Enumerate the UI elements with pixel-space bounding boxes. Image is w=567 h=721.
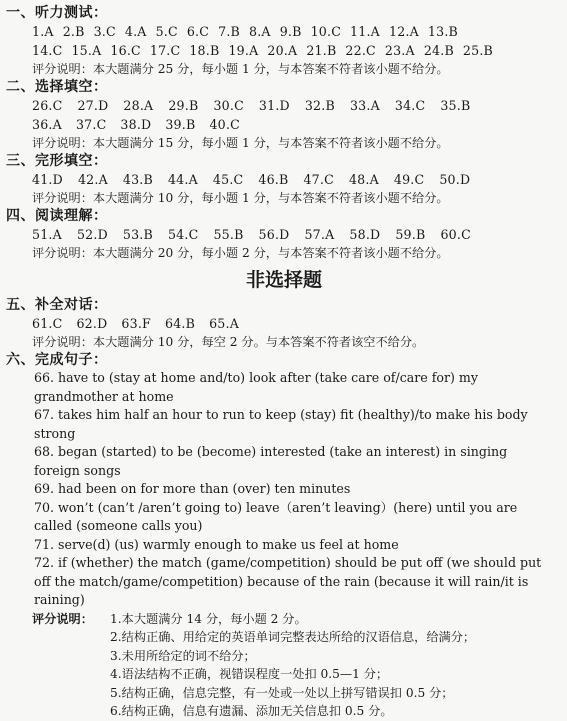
- sentence-item-70: 70. won’t (can’t /aren’t going to) leave（aren’t leaving）(here) until you are called (someone calls you): [34, 499, 518, 533]
- answer-item: 60.C: [440, 227, 471, 242]
- answer-item: 14.C: [32, 43, 63, 58]
- section-1-score-note: 评分说明：本大题满分 25 分，每小题 1 分，与本答案不符者该小题不给分。: [32, 62, 449, 76]
- section-6-items: [6, 369, 562, 610]
- note-2: 2.结构正确、用给定的英语单词完整表达所给的汉语信息，给满分；: [110, 630, 476, 644]
- answer-item: 8.A: [248, 24, 271, 39]
- section-2-answers-row-1: [6, 96, 562, 115]
- answer-item: 41.D: [32, 172, 63, 187]
- answer-item: 65.A: [209, 316, 240, 331]
- answer-item: 64.B: [164, 316, 196, 331]
- answer-item: 26.C: [32, 98, 63, 113]
- section-6-score-notes: [6, 610, 562, 721]
- answer-item: 55.B: [213, 227, 244, 242]
- answer-item: 4.A: [124, 24, 147, 39]
- answer-item: 31.D: [258, 98, 290, 113]
- notes-label: 评分说明：: [32, 611, 93, 626]
- answer-item: 3.C: [93, 24, 116, 39]
- answer-item: 2.B: [62, 24, 85, 39]
- answer-item: 21.B: [306, 43, 337, 58]
- answer-item: 50.D: [439, 172, 471, 187]
- note-row-1: [32, 610, 562, 629]
- answer-item: 46.B: [258, 172, 289, 187]
- answer-item: 30.C: [213, 98, 244, 113]
- answer-item: 33.A: [349, 98, 380, 113]
- section-2-score-note: 评分说明：本大题满分 15 分，每小题 1 分，与本答案不符者该小题不给分。: [32, 136, 449, 150]
- answer-key-page: [6, 4, 562, 721]
- section-3-answers-row-1: [6, 170, 562, 189]
- answer-item: 17.C: [149, 43, 181, 58]
- answer-item: 61.C: [32, 316, 63, 331]
- section-2-answers-row-2: [6, 115, 562, 134]
- section-4-answers-row-1: [6, 225, 562, 244]
- answer-item: 48.A: [348, 172, 379, 187]
- answer-item: 13.B: [427, 24, 459, 39]
- answer-item: 57.A: [304, 227, 335, 242]
- answer-item: 6.C: [186, 24, 210, 39]
- answer-item: 20.A: [267, 43, 298, 58]
- section-3-heading: 三、完形填空：: [6, 153, 108, 169]
- answer-item: 51.A: [32, 227, 62, 242]
- answer-item: 22.C: [345, 43, 376, 58]
- sentence-item-68: 68. began (started) to be (become) interested (take an interest) in singing foreign songs: [34, 444, 508, 478]
- answer-item: 54.C: [167, 227, 199, 242]
- answer-item: 24.B: [423, 43, 454, 58]
- answer-item: 59.B: [395, 227, 426, 242]
- answer-item: 23.A: [384, 43, 415, 58]
- answer-item: 39.B: [165, 117, 196, 132]
- section-1-answers-row-1: [6, 22, 562, 41]
- section-1-heading: 一、听力测试：: [6, 5, 108, 21]
- section-6-heading: 六、完成句子：: [6, 352, 108, 368]
- answer-item: 42.A: [77, 172, 108, 187]
- section-5-heading: 五、补全对话：: [6, 297, 108, 313]
- section-2-heading: 二、选择填空：: [6, 79, 108, 95]
- answer-item: 40.C: [209, 117, 240, 132]
- answer-item: 47.C: [303, 172, 334, 187]
- answer-item: 63.F: [121, 316, 151, 331]
- answer-item: 28.A: [123, 98, 154, 113]
- answer-item: 12.A: [388, 24, 419, 39]
- section-3-score-note: 评分说明：本大题满分 10 分，每小题 1 分，与本答案不符者该小题不给分。: [32, 191, 449, 205]
- sentence-item-71: 71. serve(d) (us) warmly enough to make us feel at home: [34, 536, 399, 552]
- answer-item: 11.A: [350, 24, 380, 39]
- answer-item: 44.A: [167, 172, 198, 187]
- answer-item: 15.A: [71, 43, 102, 58]
- answer-item: 32.B: [304, 98, 335, 113]
- answer-item: 16.C: [110, 43, 141, 58]
- section-4-heading: 四、阅读理解：: [6, 208, 108, 224]
- section-4-score-note: 评分说明：本大题满分 20 分，每小题 2 分，与本答案不符者该小题不给分。: [32, 246, 449, 260]
- answer-item: 5.C: [155, 24, 178, 39]
- sentence-item-66: 66. have to (stay at home and/to) look after (take care of/care for) my grandmother at home: [34, 370, 478, 404]
- section-1-answers-row-2: [6, 41, 562, 60]
- answer-item: 1.A: [32, 24, 54, 39]
- answer-item: 58.D: [349, 227, 381, 242]
- answer-item: 52.D: [76, 227, 108, 242]
- answer-item: 9.B: [279, 24, 302, 39]
- answer-item: 56.D: [258, 227, 290, 242]
- sentence-item-67: 67. takes him half an hour to run to keep (stay) fit (healthy)/to make his body strong: [34, 407, 528, 441]
- answer-item: 36.A: [32, 117, 62, 132]
- answer-item: 35.B: [440, 98, 471, 113]
- note-3: 3.未用所给定的词不给分；: [110, 648, 256, 663]
- answer-item: 7.B: [218, 24, 240, 39]
- answer-item: 43.B: [122, 172, 153, 187]
- answer-item: 25.B: [462, 43, 493, 58]
- note-5: 5.结构正确，信息完整，有一处或一处以上拼写错误扣 0.5 分；: [110, 685, 454, 700]
- answer-item: 62.D: [76, 316, 108, 331]
- answer-item: 53.B: [122, 227, 153, 242]
- note-1: 1.本大题满分 14 分，每小题 2 分。: [110, 611, 307, 626]
- section-5-answers-row-1: [6, 314, 562, 333]
- answer-item: 27.D: [77, 98, 109, 113]
- answer-item: 49.C: [393, 172, 425, 187]
- non-choice-title: 非选择题: [245, 269, 322, 291]
- answer-item: 37.C: [75, 117, 107, 132]
- answer-item: 19.A: [228, 43, 259, 58]
- sentence-item-72: 72. if (whether) the match (game/competition) should be put off (we should put off the match/game/competition) because of the rain (because it will rain/it is raining): [34, 555, 542, 607]
- answer-item: 10.C: [310, 24, 342, 39]
- answer-item: 18.B: [189, 43, 220, 58]
- answer-item: 29.B: [168, 98, 199, 113]
- note-6: 6.结构正确，信息有遗漏、添加无关信息扣 0.5 分。: [110, 704, 393, 718]
- answer-item: 45.C: [212, 172, 244, 187]
- answer-item: 34.C: [394, 98, 426, 113]
- note-4: 4.语法结构不正确，视错误程度一处扣 0.5—1 分；: [110, 667, 389, 681]
- section-5-score-note: 评分说明：本大题满分 10 分，每空 2 分。与本答案不符者该空不给分。: [32, 335, 425, 349]
- answer-item: 38.D: [120, 117, 152, 132]
- sentence-item-69: 69. had been on for more than (over) ten minutes: [34, 481, 351, 496]
